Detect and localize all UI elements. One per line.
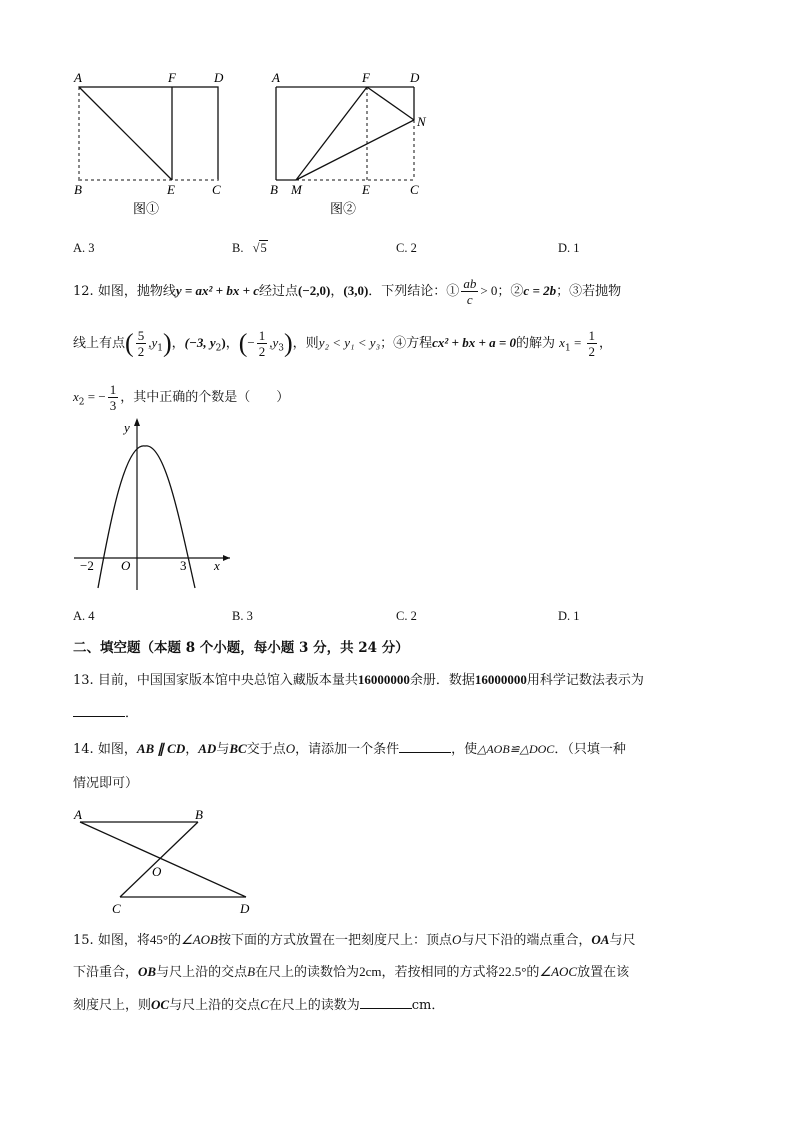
q15-oc: OC [151, 997, 170, 1012]
q14-text-7: ．（只填一种 [554, 742, 626, 757]
q14-number: 14. [73, 742, 94, 757]
q12-x2-value [108, 382, 119, 413]
label-d: D [214, 70, 224, 85]
q12-gt-zero: > 0 [480, 283, 498, 298]
q11-option-b-value: 5 [260, 241, 267, 255]
q12-x1-sub: 1 [564, 343, 571, 354]
q12-equation: cx² + bx + a = 0 [432, 335, 517, 350]
q14-line-1 [73, 738, 626, 760]
q12-option-c: C. 2 [396, 609, 417, 623]
label-d-14: D [240, 901, 250, 916]
q15-ob: OB [138, 964, 157, 979]
q12-point-c-sub: 3 [278, 343, 284, 354]
q14-congruence: △AOB≌△DOC [477, 742, 555, 756]
q12-x2-sub: 2 [78, 397, 85, 408]
q12-x1-value [587, 328, 598, 359]
q13-number: 13. [73, 673, 94, 688]
q14-text-4: 交于点 [246, 742, 286, 757]
root-right-label: 3 [180, 558, 187, 573]
q15-text-5: 与尺 [609, 933, 636, 948]
q15-c: C [260, 997, 269, 1012]
q15-angle-aob: ∠AOB [181, 932, 218, 947]
label-o-14: O [152, 864, 162, 879]
q13-line-2 [73, 702, 138, 724]
q12-point-b: (−3, y [184, 335, 216, 350]
q12-point-a-sub: 1 [157, 343, 163, 354]
q14-text-3: 与 [216, 742, 230, 757]
q12-point-a-num: 5 [137, 328, 145, 343]
q15-text-11: 放置在该 [577, 965, 630, 980]
q14-line-2: 情况即可） [73, 776, 139, 791]
x-axis-arrow [223, 555, 230, 561]
q13-text-4: ． [125, 706, 139, 721]
q12-x1-den: 2 [588, 344, 596, 359]
q14-ad: AD [198, 741, 217, 756]
figure-11 [60, 62, 460, 222]
q12-x1-num: 1 [588, 328, 596, 343]
q11-option-d: D. 1 [558, 241, 580, 255]
q12-point-c-num: 1 [258, 328, 266, 343]
q14-text-6: ，使 [451, 742, 478, 757]
q15-text-1: 如图，将 [97, 933, 150, 948]
q12-text-8: ，则 [292, 336, 319, 351]
label-c2: C [410, 182, 419, 197]
q14-answer-blank[interactable] [399, 738, 451, 753]
q15-oa: OA [591, 932, 610, 947]
label-a2: A [272, 70, 280, 85]
q15-degree-2: 22.5° [498, 964, 527, 979]
q15-text-15: cm． [411, 998, 445, 1013]
q12-text-10: 的解为 [516, 336, 556, 351]
q15-text-14: 在尺上的读数为 [268, 998, 360, 1013]
q12-point-a-den: 2 [137, 344, 145, 359]
q13-number-2: 16000000 [474, 672, 527, 687]
segment-ad [80, 822, 246, 897]
q12-point-c-y: y [272, 335, 279, 350]
q15-text-6: 下沿重合， [73, 965, 139, 980]
label-c: C [212, 182, 221, 197]
q12-line-1: 12. 如图，抛物线y = ax² + bx + c经过点(−2,0)，(3,0)．下列结论：① $\frac{ab}{c}$ > 0；②c = 2b；③若抛物 [73, 276, 622, 307]
segment-fn [367, 87, 414, 120]
q15-b: B [247, 964, 256, 979]
q12-point-c-x [257, 328, 268, 359]
q12-fraction-numerator: ab [463, 276, 477, 291]
q15-line-2 [73, 962, 629, 983]
label-c-14: C [112, 901, 121, 916]
q13-answer-blank[interactable] [73, 702, 125, 717]
label-a-14: A [74, 807, 82, 822]
q15-text-12: 刻度尺上，则 [73, 998, 152, 1013]
label-a: A [74, 70, 82, 85]
q12-inequality: y₂ < y₁ < y₃ [318, 335, 381, 350]
label-b-14: B [195, 807, 203, 822]
q15-text-8: 在尺上的读数恰为 [255, 965, 360, 980]
q12-point-1: (−2,0) [298, 283, 331, 298]
y-axis-label: y [124, 420, 130, 435]
q12-point-b-sub: 2 [215, 343, 222, 354]
label-m2: M [291, 182, 302, 197]
label-b: B [74, 182, 82, 197]
q14-o: O [285, 741, 296, 756]
q12-x2: x [73, 389, 79, 404]
q11-option-b: B. √5 [232, 241, 267, 255]
q13-text-1: 目前，中国国家版本馆中央总馆入藏版本量共 [97, 673, 358, 688]
q11-option-c: C. 2 [396, 241, 417, 255]
q12-function: y = ax² + bx + c [175, 283, 260, 298]
q12-text-2: 经过点 [259, 284, 299, 299]
q11-option-a: A. 3 [73, 241, 95, 255]
q15-degree-1: 45° [149, 932, 169, 947]
q13-text-2: 余册．数据 [409, 673, 475, 688]
q12-option-d: D. 1 [558, 609, 580, 623]
q12-option-b: B. 3 [232, 609, 253, 623]
label-f2: F [362, 70, 370, 85]
q15-line-3 [73, 994, 444, 1016]
label-e: E [167, 182, 175, 197]
x-axis-label: x [214, 558, 220, 573]
q12-text-11: ，其中正确的个数是（ ） [120, 390, 290, 405]
q14-text-5: ，请添加一个条件 [295, 742, 400, 757]
q12-text-9: ；④方程 [380, 336, 433, 351]
q15-text-7: 与尺上沿的交点 [156, 965, 248, 980]
q13-text-3: 用科学记数法表示为 [526, 673, 644, 688]
q12-x2-num: 1 [109, 382, 117, 397]
q15-text-4: 与尺下沿的端点重合， [461, 933, 592, 948]
figure-1 [73, 70, 224, 216]
figure-1-rect [79, 87, 218, 180]
q14-text-2: ， [185, 742, 199, 757]
q12-fraction-ab-c [461, 276, 478, 307]
q12-x2-den: 3 [109, 398, 117, 413]
q12-text-1: 如图，抛物线 [97, 284, 176, 299]
q15-text-10: 的 [526, 965, 540, 980]
q15-text-2: 的 [168, 933, 182, 948]
q12-number: 12. [73, 284, 94, 299]
q12-point-a-x [136, 328, 147, 359]
segment-bc [120, 822, 198, 897]
q15-angle-aoc: ∠AOC [539, 964, 578, 979]
label-b2: B [270, 182, 278, 197]
q12-text-3: ．下列结论：① [368, 284, 460, 299]
q12-point-2: (3,0) [343, 283, 369, 298]
caption-figure-2: 图② [330, 201, 357, 216]
label-n2: N [417, 114, 426, 129]
section-2-heading: 二、填空题（本题 8 个小题，每小题 3 分，共 24 分） [73, 640, 409, 656]
y-axis-arrow [134, 418, 140, 426]
segment-ae [79, 87, 172, 180]
q15-text-9: ，若按相同的方式将 [381, 965, 499, 980]
q15-text-13: 与尺上沿的交点 [169, 998, 261, 1013]
q15-answer-blank[interactable] [360, 994, 412, 1009]
segment-mn [296, 120, 414, 180]
figure-2 [270, 70, 427, 216]
q12-relation-2: c = 2b [523, 283, 557, 298]
q12-x1: x [559, 335, 565, 350]
q12-text-7: 线上有点 [73, 336, 126, 351]
label-e2: E [362, 182, 370, 197]
q12-fraction-denominator: c [466, 292, 473, 307]
caption-figure-1: 图① [133, 201, 160, 216]
q12-text-6: ；③若抛物 [556, 284, 622, 299]
label-f: F [168, 70, 176, 85]
figure-12-parabola [70, 412, 240, 597]
label-d2: D [410, 70, 420, 85]
q15-text-3: 按下面的方式放置在一把刻度尺上：顶点 [218, 933, 453, 948]
q12-text-5: ；② [497, 284, 524, 299]
q15-length: 2cm [359, 964, 382, 979]
q12-point-c-den: 2 [258, 344, 266, 359]
q12-line-2: 线上有点( $\frac{5}{2}$ $,y_1$)，(−3, $y_2$)，(− $\frac{1}{2}$ $,y_3$)，则y₂ < y₁ < y₃；④方程cx² + bx + a = 0的解为 $x_1$ = $\frac{1}{2}$ ， [73, 328, 613, 359]
q15-number: 15. [73, 933, 94, 948]
q12-point-a-y: y [151, 335, 158, 350]
segment-mf [296, 87, 367, 180]
q13-line-1 [73, 670, 644, 691]
q11-option-b-prefix: B. [232, 241, 244, 255]
q14-text-1: 如图， [97, 742, 137, 757]
q14-ab-parallel-cd: AB ∥ CD [136, 741, 186, 756]
root-left-label: −2 [80, 558, 94, 573]
q12-line-3: $x_2$ = − $\frac{1}{3}$ ，其中正确的个数是（ ） [73, 382, 290, 413]
figure-14 [68, 802, 268, 920]
q15-line-1 [73, 930, 636, 951]
q15-o: O [452, 932, 462, 947]
origin-label: O [121, 558, 131, 573]
q14-bc: BC [229, 741, 247, 756]
q13-number-1: 16000000 [357, 672, 410, 687]
q12-option-a: A. 4 [73, 609, 95, 623]
